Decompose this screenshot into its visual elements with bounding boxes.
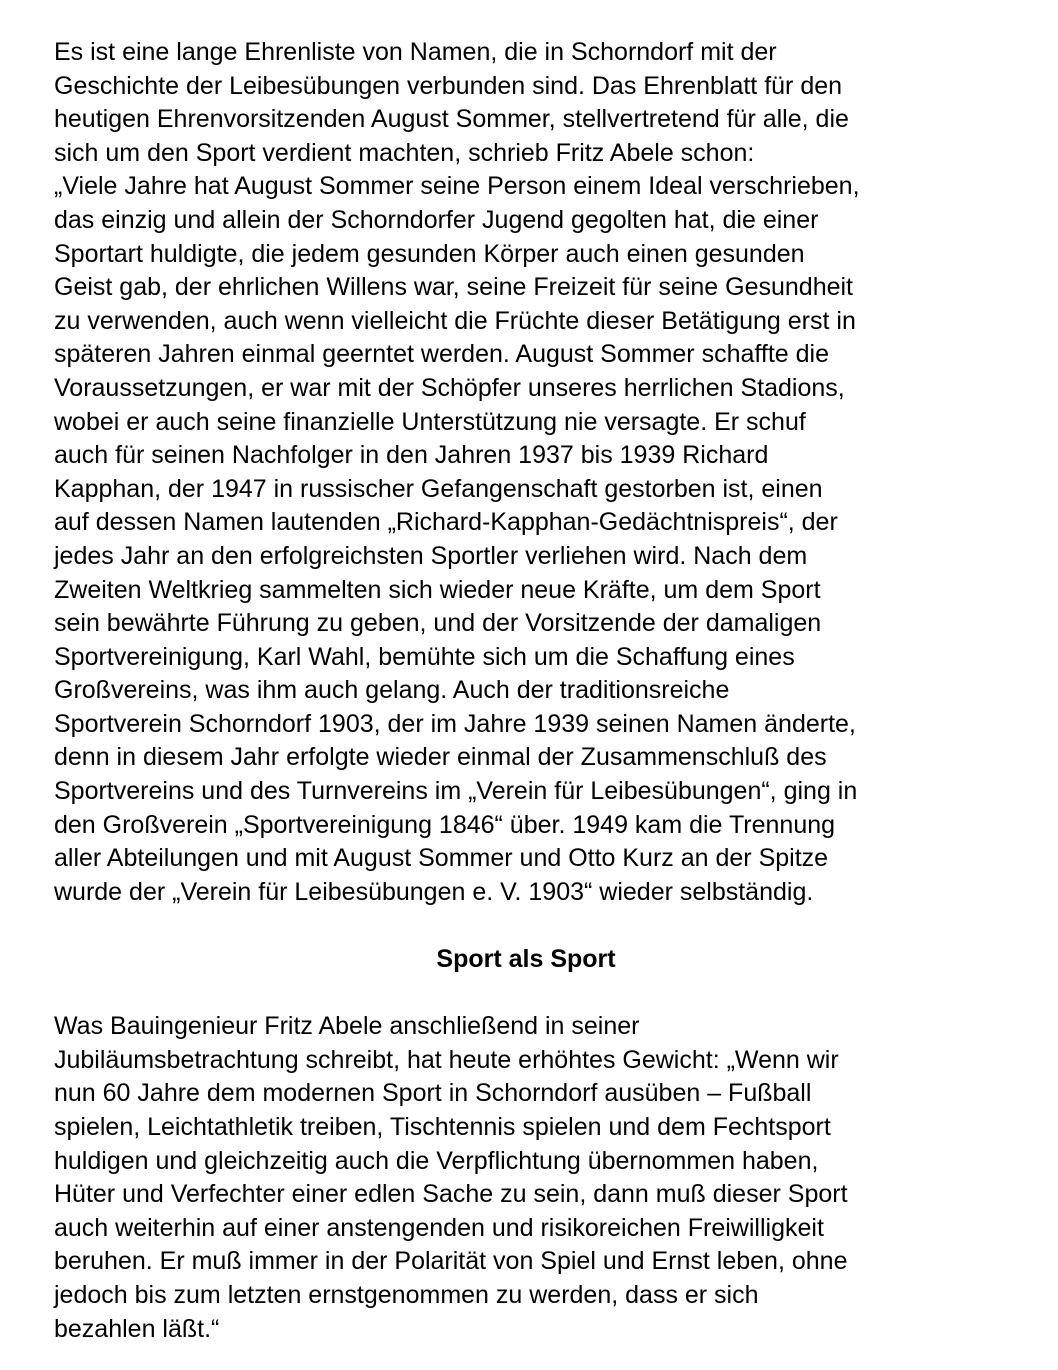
text-line: aller Abteilungen und mit August Sommer und Otto Kurz an der Spitze [54, 844, 829, 873]
text-line: huldigen und gleichzeitig auch die Verpflichtung übernommen haben, [54, 1146, 819, 1175]
section-heading: Sport als Sport [436, 945, 616, 974]
text-line: „Viele Jahre hat August Sommer seine Person einem Ideal verschrieben, [54, 172, 860, 201]
text-line: Sportvereins und des Turnvereins im „Verein für Leibesübungen“, ging in [54, 777, 858, 806]
text-line: den Großverein „Sportvereinigung 1846“ über. 1949 kam die Trennung [54, 810, 836, 839]
text-line: denn in diesem Jahr erfolgte wieder einmal der Zusammenschluß des [54, 743, 827, 772]
text-line: Sportart huldigte, die jedem gesunden Körper auch einen gesunden [54, 239, 805, 268]
text-line: auf dessen Namen lautenden „Richard-Kapphan-Gedächtnispreis“, der [54, 508, 838, 537]
text-line: das einzig und allein der Schorndorfer Jugend gegolten hat, die einer [54, 205, 819, 234]
text-line: heutigen Ehrenvorsitzenden August Sommer, stellvertretend für alle, die [54, 105, 849, 134]
text-line: bezahlen läßt.“ [54, 1314, 220, 1343]
text-line: zu verwenden, auch wenn vielleicht die Früchte dieser Betätigung erst in [54, 306, 856, 335]
text-line: Zweiten Weltkrieg sammelten sich wieder neue Kräfte, um dem Sport [54, 575, 821, 604]
document-page [54, 36, 1014, 1346]
text-line: Es ist eine lange Ehrenliste von Namen, die in Schorndorf mit der [54, 38, 777, 66]
text-line: beruhen. Er muß immer in der Polarität von Spiel und Ernst leben, ohne [54, 1247, 848, 1276]
text-line: Kapphan, der 1947 in russischer Gefangenschaft gestorben ist, einen [54, 474, 823, 503]
text-line: Großvereins, was ihm auch gelang. Auch der traditionsreiche [54, 676, 730, 705]
text-line: sein bewährte Führung zu geben, und der Vorsitzende der damaligen [54, 609, 822, 638]
text-line: jedoch bis zum letzten ernstgenommen zu werden, dass er sich [54, 1280, 759, 1309]
text-line: Voraussetzungen, er war mit der Schöpfer unseres herrlichen Stadions, [54, 373, 845, 402]
text-line: sich um den Sport verdient machten, schrieb Fritz Abele schon: [54, 138, 755, 167]
paragraph-ehrenliste [54, 36, 1014, 909]
text-line: auch für seinen Nachfolger in den Jahren 1937 bis 1939 Richard [54, 441, 769, 470]
text-line: jedes Jahr an den erfolgreichsten Sportler verliehen wird. Nach dem [54, 541, 808, 570]
text-line: nun 60 Jahre dem modernen Sport in Schorndorf ausüben – Fußball [54, 1079, 812, 1108]
text-line: Was Bauingenieur Fritz Abele anschließend in seiner [54, 1012, 640, 1041]
text-line: wurde der „Verein für Leibesübungen e. V. 1903“ wieder selbständig. [54, 877, 814, 906]
paragraph-sport-als-sport [54, 1010, 1014, 1346]
text-line: spielen, Leichtathletik treiben, Tischtennis spielen und dem Fechtsport [54, 1113, 831, 1141]
text-line: auch weiterhin auf einer anstengenden und risikoreichen Freiwilligkeit [54, 1213, 824, 1242]
text-line: späteren Jahren einmal geerntet werden. August Sommer schaffte die [54, 340, 829, 369]
text-line: Sportverein Schorndorf 1903, der im Jahre 1939 seinen Namen änderte, [54, 709, 856, 738]
text-line: Sportvereinigung, Karl Wahl, bemühte sich um die Schaffung eines [54, 642, 795, 671]
text-line: Jubiläumsbetrachtung schreibt, hat heute erhöhtes Gewicht: „Wenn wir [54, 1045, 839, 1074]
text-line: Hüter und Verfechter einer edlen Sache zu sein, dann muß dieser Sport [54, 1180, 848, 1209]
text-line: Geist gab, der ehrlichen Willens war, seine Freizeit für seine Gesundheit [54, 273, 853, 302]
text-line: wobei er auch seine finanzielle Unterstützung nie versagte. Er schuf [54, 407, 806, 436]
text-line: Geschichte der Leibesübungen verbunden sind. Das Ehrenblatt für den [54, 71, 843, 100]
